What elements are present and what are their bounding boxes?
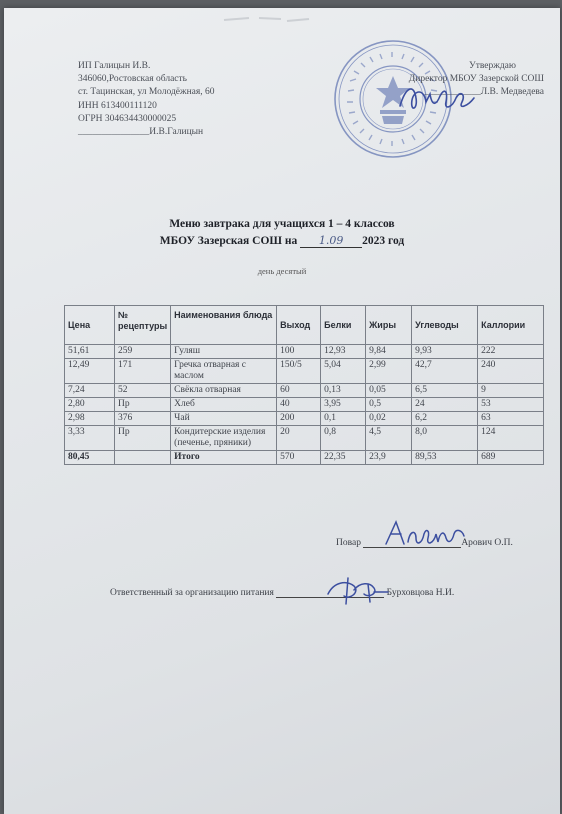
- cell-price: 2,80: [65, 398, 115, 412]
- issuer-line: ст. Тацинская, ул Молодёжная, 60: [78, 87, 215, 98]
- menu-table: [64, 305, 544, 465]
- cell-calories: 53: [478, 398, 544, 412]
- cook-label: Повар: [336, 538, 361, 548]
- issuer-line: ИНН 613400111120: [78, 100, 157, 111]
- issuer-signature-line: _______________И.В.Галицын: [78, 127, 204, 138]
- cell-calories: 124: [478, 426, 544, 451]
- cell-yield: 100: [277, 345, 321, 359]
- cell-protein: 5,04: [321, 359, 366, 384]
- day-label: день десятый: [257, 266, 307, 276]
- cell-recipe: 171: [115, 359, 171, 384]
- cell-fat: 0,05: [366, 384, 412, 398]
- cell-carbs: 24: [412, 398, 478, 412]
- approve-position: Директор МБОУ Зазерской СОШ: [408, 74, 544, 85]
- cell-calories: 63: [478, 412, 544, 426]
- handwritten-date: 1.09: [300, 235, 362, 248]
- director-signature: [396, 80, 476, 121]
- table-row: [65, 412, 544, 426]
- issuer-block: [78, 60, 215, 139]
- cell-dish: Чай: [171, 412, 277, 426]
- cell-carbs: 42,7: [412, 359, 478, 384]
- cell-fat: 4,5: [366, 426, 412, 451]
- cell-protein: 12,93: [321, 345, 366, 359]
- cell-yield: 40: [277, 398, 321, 412]
- table-row: [65, 384, 544, 398]
- cell-calories: 240: [478, 359, 544, 384]
- column-header: Цена: [65, 306, 115, 345]
- cook-name: Арович О.П.: [461, 538, 513, 548]
- cell-protein: 0,13: [321, 384, 366, 398]
- cell-recipe: Пр: [115, 398, 171, 412]
- cell-fat: 0,02: [366, 412, 412, 426]
- issuer-line: ОГРН 304634430000025: [78, 113, 177, 124]
- cell-dish: Хлеб: [171, 398, 277, 412]
- column-header: Выход: [277, 306, 321, 345]
- cell-price: 7,24: [65, 384, 115, 398]
- cell-dish: Гречка отварная с маслом: [171, 359, 277, 384]
- cell-carbs: 6,5: [412, 384, 478, 398]
- cell-fat: 0,5: [366, 398, 412, 412]
- table-total-row: [65, 451, 544, 465]
- year-text: 2023 год: [362, 235, 405, 247]
- cell-carbs: 6,2: [412, 412, 478, 426]
- cell-yield: 60: [277, 384, 321, 398]
- total-calories: 689: [478, 451, 544, 465]
- approve-label: Утверждаю: [469, 61, 516, 71]
- cell-price: 12,49: [65, 359, 115, 384]
- column-header: Углеводы: [412, 306, 478, 345]
- table-row: [65, 345, 544, 359]
- column-header: Наименования блюда: [171, 306, 277, 345]
- show-through-marks: [219, 8, 314, 28]
- table-row: [65, 426, 544, 451]
- cell-protein: 0,1: [321, 412, 366, 426]
- column-header: Белки: [321, 306, 366, 345]
- approve-name: ____________Л.В. Медведева: [423, 87, 544, 98]
- cell-price: 2,98: [65, 412, 115, 426]
- total-label: Итого: [171, 451, 277, 465]
- total-carbs: 89,53: [412, 451, 478, 465]
- issuer-line: 346060,Ростовская область: [78, 74, 187, 85]
- table-row: [65, 398, 544, 412]
- cell-fat: 2,99: [366, 359, 412, 384]
- cell-fat: 9,84: [366, 345, 412, 359]
- cell-recipe: Пр: [115, 426, 171, 451]
- cell-protein: 0,8: [321, 426, 366, 451]
- menu-title: Меню завтрака для учащихся 1 – 4 классов: [169, 218, 395, 230]
- cell-recipe: 376: [115, 412, 171, 426]
- responsible-name: Бурховцова Н.И.: [386, 588, 455, 598]
- cell-price: 51,61: [65, 345, 115, 359]
- cell-carbs: 9,93: [412, 345, 478, 359]
- issuer-line: ИП Галицын И.В.: [78, 61, 151, 71]
- cell-dish: Кондитерские изделия (печенье, пряники): [171, 426, 277, 451]
- column-header: № рецептуры: [115, 306, 171, 345]
- cook-signature: [382, 518, 468, 555]
- responsible-label: Ответственный за организацию питания: [110, 588, 274, 598]
- cell-carbs: 8,0: [412, 426, 478, 451]
- cell-dish: Гуляш: [171, 345, 277, 359]
- total-fat: 23,9: [366, 451, 412, 465]
- cell-calories: 222: [478, 345, 544, 359]
- cell-dish: Свёкла отварная: [171, 384, 277, 398]
- cell-recipe: 259: [115, 345, 171, 359]
- cell-recipe: 52: [115, 384, 171, 398]
- responsible-signature: [324, 574, 394, 611]
- column-header: Жиры: [366, 306, 412, 345]
- total-price: 80,45: [65, 451, 115, 465]
- column-header: Каллории: [478, 306, 544, 345]
- total-protein: 22,35: [321, 451, 366, 465]
- total-yield: 570: [277, 451, 321, 465]
- cell-yield: 200: [277, 412, 321, 426]
- cell-yield: 150/5: [277, 359, 321, 384]
- total-recipe: [115, 451, 171, 465]
- table-row: [65, 359, 544, 384]
- cell-price: 3,33: [65, 426, 115, 451]
- cell-yield: 20: [277, 426, 321, 451]
- table-header-row: [65, 306, 544, 345]
- school-name: МБОУ Зазерская СОШ на: [159, 235, 298, 247]
- cell-calories: 9: [478, 384, 544, 398]
- cell-protein: 3,95: [321, 398, 366, 412]
- document-page: [4, 8, 560, 814]
- responsible-signature-line: [110, 588, 454, 598]
- menu-subtitle: [4, 235, 560, 248]
